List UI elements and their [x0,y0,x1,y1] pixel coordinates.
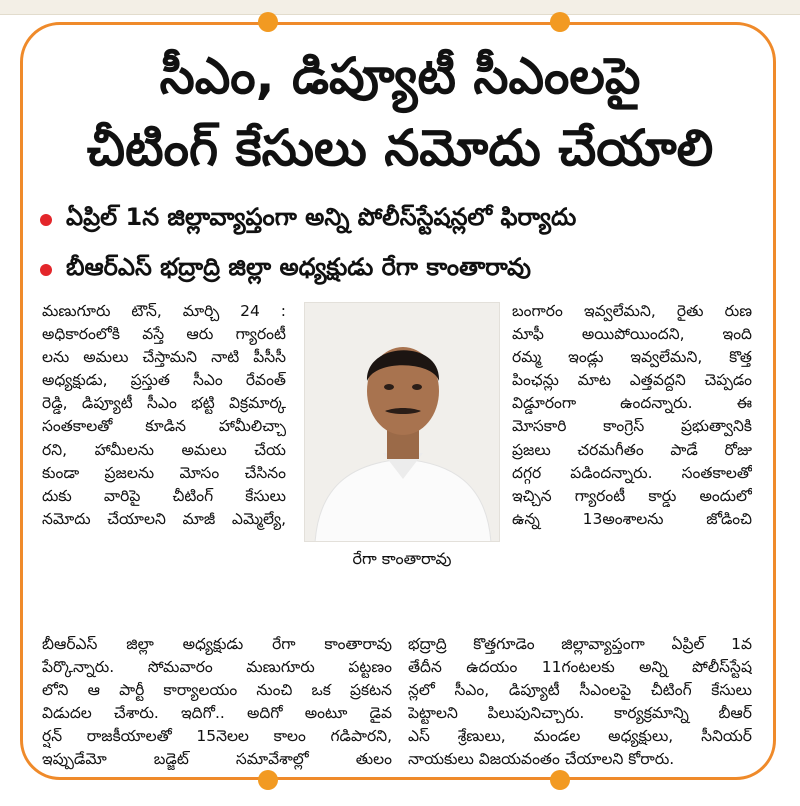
frame-dot-bottom-left [258,770,278,790]
right-line: విడ్డూరంగా ఉందన్నారు. ఈ [512,394,752,413]
bottom-right-line: భద్రాద్రి కొత్తగూడెం జిల్లావ్యాప్తంగా ఏప్రిల్ 1వ [408,635,752,653]
right-line: మోసకారి కాంగ్రెస్ ప్రభుత్వానికి [512,417,752,436]
right-line: ప్రజలు చరమగీతం పాడే రోజు [512,440,752,459]
bottom-left-line: ర్షన్ రాజకీయాలతో 15నెలల కాలం గడిపారని, [42,727,392,746]
left-line: లను అమలు చేస్తామని నాటి పీసీసీ [42,348,286,367]
frame-dot-top-left [258,12,278,32]
bottom-left-line: విడుదల చేశారు. ఇదిగో.. అదిగో అంటూ డైవ [42,704,392,723]
right-column [512,300,752,531]
previous-article-strip [0,0,800,15]
right-line: రమ్మ ఇండ్లు ఇవ్వలేమని, కొత్త [512,348,752,367]
bottom-right-line: పెట్టాలని పిలుపునిచ్చారు. కార్యక్రమాన్ని బీఆర్ [408,704,752,723]
right-line: పింఛన్లు మాట ఎత్తవద్దని చెప్పడం [512,371,752,390]
left-column [42,300,286,531]
bottom-right-line: నాయకులు విజయవంతం చేయాలని కోరారు. [408,750,675,769]
left-line: దుకు వారిపై చీటింగ్ కేసులు [42,486,286,505]
left-line: నమోదు చేయాలని మాజీ ఎమ్మెల్యే, [42,509,286,528]
bottom-right-line: ఎస్ శ్రేణులు, మండల అధ్యక్షులు, సీనియర్ [408,727,752,746]
right-line: బంగారం ఇవ్వలేమని, రైతు రుణ [512,302,752,320]
bullet-dot-icon [40,214,52,226]
subhead-bullet-2 [40,250,531,290]
right-line: మాఫీ అయిపోయిందని, ఇంది [512,325,752,344]
frame-dot-top-right [550,12,570,32]
headline-line-2: చీటింగ్ కేసులు నమోదు చేయాలి [86,119,714,177]
bottom-left-line: బీఆర్ఎస్ జిల్లా అధ్యక్షుడు రేగా కాంతారావు [42,635,392,653]
left-line: సంతకాలతో కూడిన హామీలిచ్చా [42,417,286,436]
left-line: అధ్యక్షుడు, ప్రస్తుత సీఎం రేవంత్ [42,371,286,390]
bottom-left-line: లోని ఆ పార్టీ కార్యాలయం నుంచి ఒక ప్రకటన [42,681,392,700]
reporter-photo [304,302,500,542]
right-line: ఇచ్చిన గ్యారంటీ కార్డు అందులో [512,486,752,505]
photo-caption: రేగా కాంతారావు [352,549,452,568]
person-portrait-icon [305,303,500,542]
bottom-left-line: ఇప్పుడేమో బడ్జెట్ సమావేశాల్లో తులం [42,750,392,769]
subhead-text-2: బీఆర్ఎస్ భద్రాద్రి జిల్లా అధ్యక్షుడు రేగా కాంతారావు [66,253,531,281]
right-line: ఉన్న 13అంశాలను జోడించి [512,509,752,528]
left-line: రెడ్డి, డిప్యూటీ సీఎం భట్టి విక్రమార్క [42,394,286,413]
right-line: దగ్గర పడిందన్నారు. సంతకాలతో [512,463,752,482]
left-line: కుండా ప్రజలను మోసం చేసినం [42,463,286,482]
left-line: రని, హామీలను అమలు చేయ [42,440,286,459]
left-line: అధికారంలోకి వస్తే ఆరు గ్యారంటీ [42,325,286,344]
bottom-right-column [408,633,752,772]
bottom-left-column [42,633,392,772]
left-line: మణుగూరు టౌన్, మార్చి 24 : [42,302,286,320]
bottom-right-line: తేదీన ఉదయం 11గంటలకు అన్ని పోలీస్‌స్టేష [408,658,752,677]
bullet-dot-icon [40,264,52,276]
bottom-right-line: న్లలో సీఎం, డిప్యూటీ సీఎంలపై చీటింగ్ కేసులు [408,681,752,700]
subhead-bullet-1 [40,200,576,240]
bottom-left-line: పేర్కొన్నారు. సోమవారం మణుగూరు పట్టణం [42,658,392,677]
frame-dot-bottom-right [550,770,570,790]
headline-line-1: సీఎం, డిప్యూటీ సీఎంలపై [159,47,641,105]
subhead-text-1: ఏప్రిల్ 1న జిల్లావ్యాప్తంగా అన్ని పోలీస్‌స్టేషన్లలో ఫిర్యాదు [66,203,577,231]
